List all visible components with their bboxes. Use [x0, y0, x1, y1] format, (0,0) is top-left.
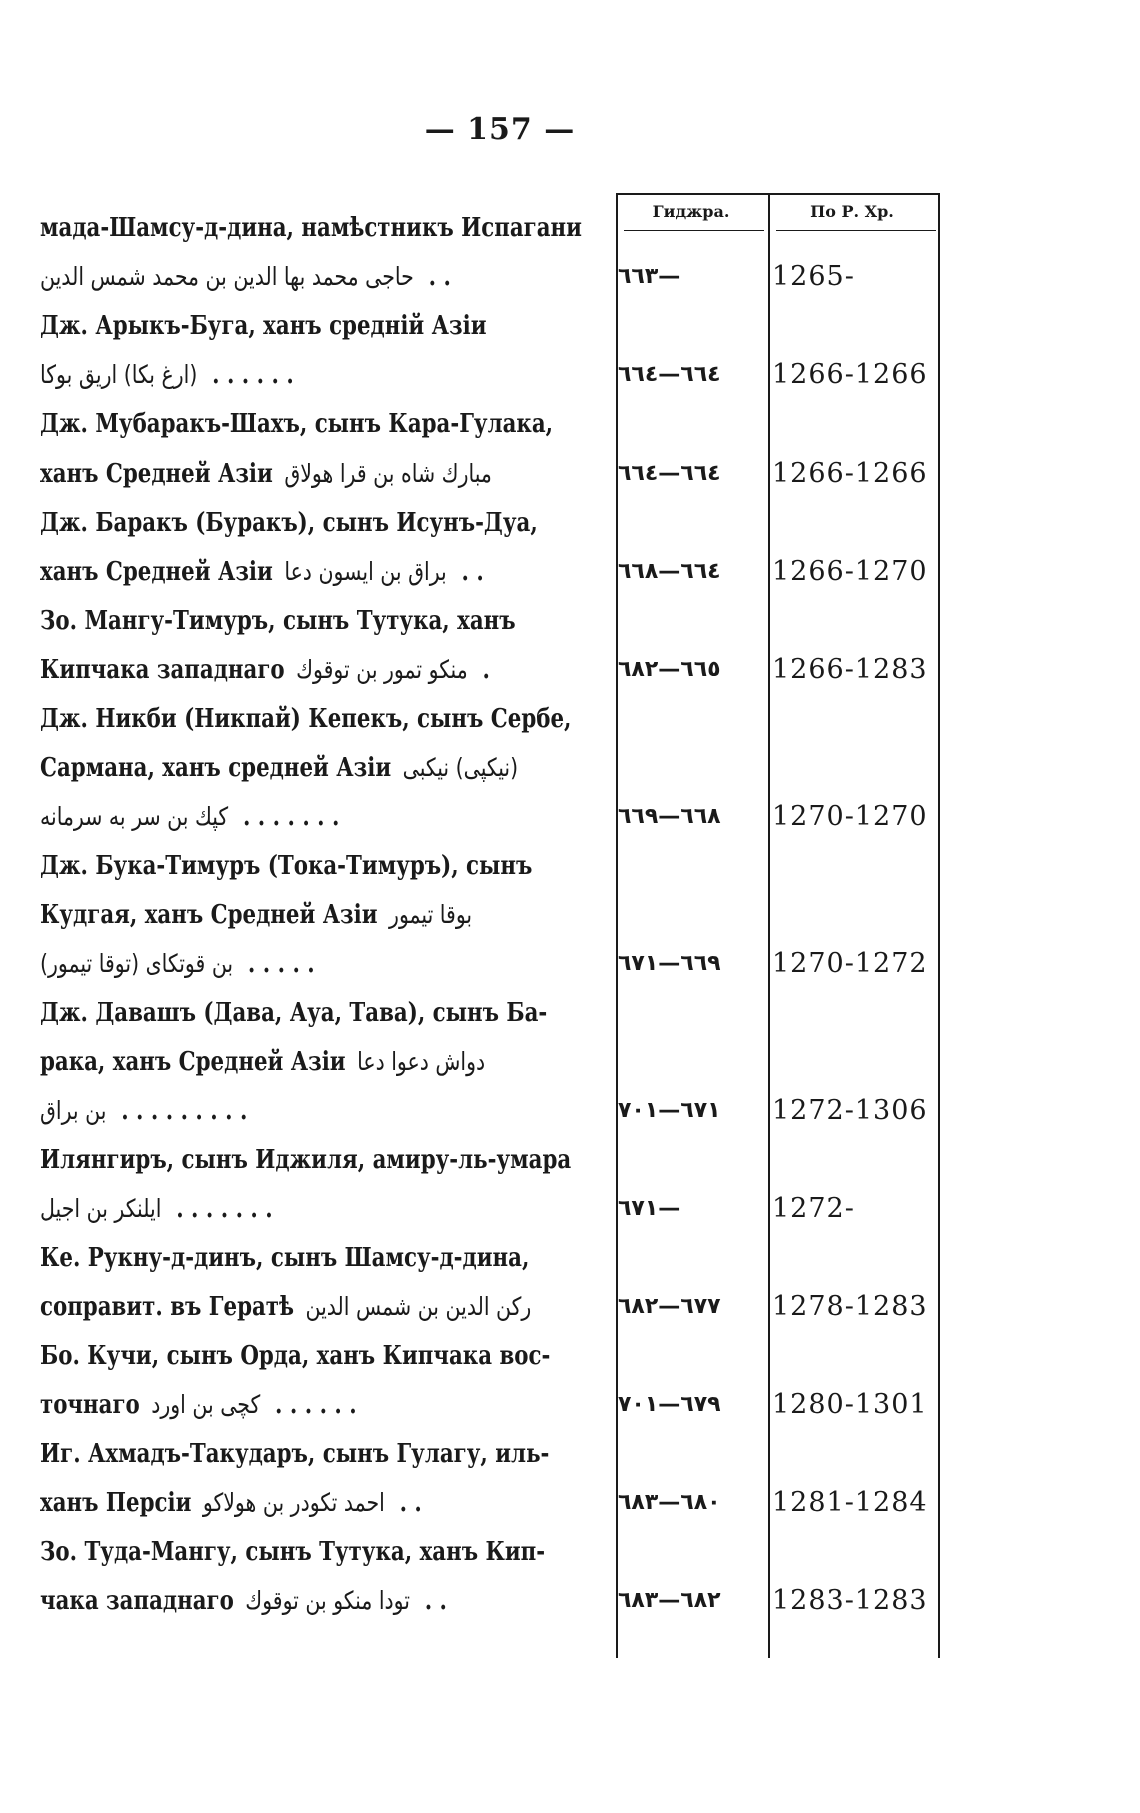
leader-dots: . . — [461, 557, 484, 587]
page-number: — 157 — — [424, 112, 576, 147]
text-line — [40, 454, 600, 494]
arabic-name: كپك بن سر به سرمانه — [40, 802, 229, 831]
text-line — [40, 944, 600, 984]
text-line — [40, 846, 600, 886]
text-line — [40, 601, 600, 641]
column-header-ad: По Р. Хр. — [810, 202, 894, 221]
russian-text: Ке. Рукну-д-динъ, сынъ Шамсу-д-дина, — [40, 1243, 530, 1273]
russian-text: ханъ Персіи — [40, 1488, 192, 1518]
ad-date: 1280-1301 — [772, 1389, 928, 1420]
text-line — [40, 993, 600, 1033]
ad-date: 1281-1284 — [772, 1487, 928, 1518]
text-line — [40, 650, 600, 690]
text-line — [40, 355, 600, 395]
ad-date: 1278-1283 — [772, 1291, 928, 1322]
hijra-date: ٦٧١—٧٠١ — [618, 1098, 721, 1123]
russian-text: Дж. Бука-Тимуръ (Тока-Тимуръ), сынъ — [40, 851, 533, 881]
hijra-date: ٦٧١— — [618, 1196, 681, 1221]
text-line — [40, 404, 600, 444]
hijra-date: ٦٦٩—٦٧١ — [618, 951, 721, 976]
leader-dots: . . — [399, 1488, 422, 1518]
ad-date: 1272- — [772, 1193, 855, 1224]
russian-text: ханъ Средней Азіи — [40, 459, 273, 489]
russian-text: Иг. Ахмадъ-Такударъ, сынъ Гулагу, иль- — [40, 1439, 550, 1469]
arabic-name: تودا منكو بن توقوك — [245, 1586, 410, 1615]
arabic-name: بن براق — [40, 1096, 107, 1125]
hijra-date: ٦٦٨—٦٦٩ — [618, 804, 721, 829]
leader-dots: . . — [424, 1586, 447, 1616]
ad-date: 1265- — [772, 261, 855, 292]
russian-text: Дж. Никби (Никпай) Кепекъ, сынъ Сербе, — [40, 704, 572, 734]
text-line — [40, 1287, 600, 1327]
ad-date: 1266-1270 — [772, 556, 928, 587]
russian-text: Зо. Туда-Мангу, сынъ Тутука, ханъ Кип- — [40, 1537, 546, 1567]
hijra-date: ٦٦٤—٦٦٨ — [618, 559, 721, 584]
russian-text: Дж. Баракъ (Буракъ), сынъ Исунъ-Дуа, — [40, 508, 538, 538]
table-left-border — [616, 193, 618, 1658]
text-line — [40, 748, 600, 788]
arabic-name: ايلنكر بن اجيل — [40, 1194, 162, 1223]
russian-text: соправит. въ Гератѣ — [40, 1292, 295, 1322]
leader-dots: . . — [428, 262, 451, 292]
russian-text: Илянгиръ, сынъ Иджиля, амиру-ль-умара — [40, 1145, 572, 1175]
leader-dots: . . . . . . . — [242, 802, 340, 832]
text-line — [40, 1532, 600, 1572]
arabic-name: (نيكپى) نيكبى — [402, 753, 519, 782]
hijra-date: ٦٦٤—٦٦٤ — [618, 362, 721, 387]
text-line — [40, 895, 600, 935]
ad-date: 1266-1266 — [772, 458, 928, 489]
text-line — [40, 1434, 600, 1474]
russian-text: Бо. Кучи, сынъ Орда, ханъ Кипчака вос- — [40, 1341, 551, 1371]
text-line — [40, 552, 600, 592]
leader-dots: . . . . . . — [212, 360, 294, 390]
text-line — [40, 1189, 600, 1229]
ad-date: 1270-1272 — [772, 948, 928, 979]
arabic-name: ركن الدين بن شمس الدين — [305, 1292, 532, 1321]
russian-text: Дж. Арыкъ-Буга, ханъ средній Азіи — [40, 311, 487, 341]
ad-date: 1272-1306 — [772, 1095, 928, 1126]
text-line — [40, 208, 600, 248]
leader-dots: . — [482, 655, 490, 685]
arabic-name: براق بن ايسون دعا — [284, 557, 447, 586]
text-line — [40, 1581, 600, 1621]
russian-text: Дж. Мубаракъ-Шахъ, сынъ Кара-Гулака, — [40, 409, 554, 439]
text-line — [40, 797, 600, 837]
ad-date: 1266-1266 — [772, 359, 928, 390]
arabic-name: (ارغ بكا) اريق بوكا — [40, 360, 198, 389]
russian-text: мада-Шамсу-д-дина, намѣстникъ Испагани — [40, 213, 582, 243]
russian-text: Дж. Давашъ (Дава, Ауа, Тава), сынъ Ба- — [40, 998, 548, 1028]
russian-text: Кипчака западнаго — [40, 655, 285, 685]
arabic-name: بوقا تيمور — [389, 900, 473, 929]
ad-date: 1270-1270 — [772, 801, 928, 832]
hijra-date: ٦٦٤—٦٦٤ — [618, 461, 721, 486]
russian-text: Зо. Мангу-Тимуръ, сынъ Тутука, ханъ — [40, 606, 516, 636]
arabic-name: كچى بن اورد — [151, 1390, 261, 1419]
arabic-name: منكو تمور بن توقوك — [296, 655, 468, 684]
russian-text: рака, ханъ Средней Азіи — [40, 1047, 346, 1077]
text-line — [40, 503, 600, 543]
hijra-date: ٦٧٩—٧٠١ — [618, 1392, 721, 1417]
russian-text: ханъ Средней Азіи — [40, 557, 273, 587]
russian-text: точнаго — [40, 1390, 140, 1420]
hijra-date: ٦٦٣— — [618, 264, 681, 289]
table-top-rule — [616, 193, 940, 195]
table-divider — [768, 193, 770, 1658]
russian-text: Кудгая, ханъ Средней Азіи — [40, 900, 378, 930]
arabic-name: دواش دعوا دعا — [357, 1047, 486, 1076]
leader-dots: . . . . . — [247, 949, 315, 979]
column-header-hijra: Гиджра. — [652, 202, 730, 221]
text-line — [40, 1238, 600, 1278]
arabic-name: حاجى محمد بها الدين بن محمد شمس الدين — [40, 262, 414, 291]
ad-date: 1283-1283 — [772, 1585, 928, 1616]
text-line — [40, 1042, 600, 1082]
text-line — [40, 699, 600, 739]
leader-dots: . . . . . . . — [176, 1194, 273, 1224]
arabic-name: بن قوتكاى (توقا تيمور) — [40, 949, 234, 978]
table-right-border — [938, 193, 940, 1658]
text-line — [40, 1483, 600, 1523]
text-line — [40, 306, 600, 346]
text-line — [40, 257, 600, 297]
ad-date: 1266-1283 — [772, 654, 928, 685]
text-line — [40, 1336, 600, 1376]
russian-text: чака западнаго — [40, 1586, 234, 1616]
text-line — [40, 1091, 600, 1131]
arabic-name: مبارك شاه بن قرا هولاق — [284, 459, 492, 488]
hijra-date: ٦٧٧—٦٨٢ — [618, 1294, 721, 1319]
table-header-rule-2 — [776, 230, 936, 231]
arabic-name: احمد تكودر بن هولاكو — [202, 1488, 385, 1517]
russian-text: Сармана, ханъ средней Азіи — [40, 753, 392, 783]
hijra-date: ٦٨٠—٦٨٣ — [618, 1490, 721, 1515]
text-line — [40, 1385, 600, 1425]
leader-dots: . . . . . . . . . — [121, 1096, 248, 1126]
leader-dots: . . . . . . — [275, 1390, 357, 1420]
hijra-date: ٦٦٥—٦٨٢ — [618, 657, 721, 682]
table-header-rule — [624, 230, 764, 231]
hijra-date: ٦٨٢—٦٨٣ — [618, 1588, 721, 1613]
text-line — [40, 1140, 600, 1180]
